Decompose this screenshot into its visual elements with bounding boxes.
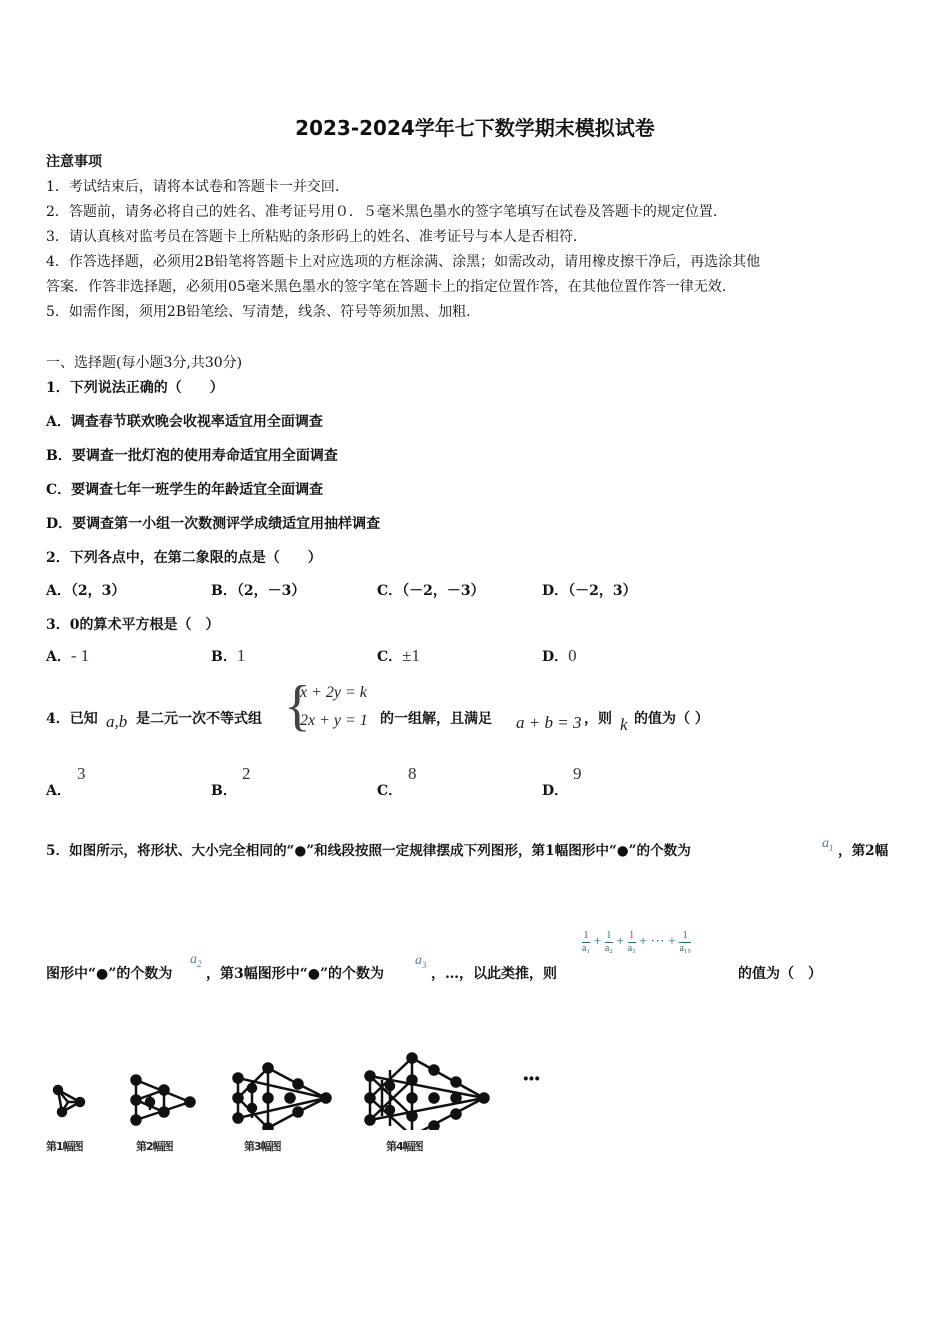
q5-line2d: 的值为（ ） [738, 966, 822, 982]
option-value: - 1 [70, 646, 90, 665]
q5-a2: $a_2$ [190, 952, 202, 969]
q4-option-d-label: D． [542, 783, 569, 799]
option-value: 0 [568, 646, 577, 665]
q1-stem: 1．下列说法正确的（ ） [46, 380, 224, 396]
figure-caption-2: 第2幅图 [136, 1140, 173, 1153]
q5-line2a: 图形中“●”的个数为 [46, 966, 173, 982]
q4-mid3: ，则 [584, 711, 612, 727]
q3-option-a [46, 646, 89, 666]
figure-caption-1: 第1幅图 [46, 1140, 83, 1153]
notes-item: 1．考试结束后，请将本试卷和答题卡一并交回. [46, 179, 340, 195]
q4-condition: a + b = 3 [516, 713, 582, 732]
q3-option-b [211, 646, 245, 666]
q1-option-c: C．要调查七年一班学生的年龄适宜全面调查 [46, 482, 324, 498]
notes-section [46, 150, 760, 325]
q4-option-b-label: B． [211, 783, 237, 799]
pattern-figure-1 [54, 1086, 84, 1116]
q1-option-a: A．调查春节联欢晚会收视率适宜用全面调查 [46, 414, 323, 430]
notes-heading: 注意事项 [46, 154, 102, 170]
q4-eq1: x + 2y = k [300, 684, 367, 701]
q3-option-c [377, 646, 420, 666]
notes-item: 5．如需作图，须用2B铅笔绘、写清楚，线条、符号等须加黑、加粗. [46, 304, 471, 320]
q4-option-d-value: 9 [573, 764, 582, 783]
q4-prefix: 4．已知 [46, 711, 98, 727]
q5-line2c: ，…，以此类推，则 [431, 966, 557, 982]
fraction: $\frac{1}{\text{a₁₉}}$ [679, 930, 691, 954]
q3-stem: 3．0的算术平方根是（ ） [46, 617, 220, 633]
q4-option-c-value: 8 [408, 764, 417, 783]
q1-option-b: B．要调查一批灯泡的使用寿命适宜用全面调查 [46, 448, 338, 464]
figure-caption-3: 第3幅图 [244, 1140, 281, 1153]
section-heading: 一、选择题(每小题3分,共30分) [46, 355, 243, 371]
q4-suffix: 的值为（ ） [634, 711, 709, 727]
option-label: D． [542, 649, 569, 665]
notes-item: 2．答题前，请务必将自己的姓名、准考证号用０．５毫米黑色墨水的签字笔填写在试卷及答题卡的规定位置. [46, 204, 718, 220]
figure-ellipsis: ··· [522, 1066, 539, 1092]
q5-line1: 5．如图所示，将形状、大小完全相同的“●”和线段按照一定规律摆成下列图形，第1幅图形中“●”的个数为 [46, 843, 691, 859]
q4-vars: a,b [106, 712, 128, 731]
q3-option-d [542, 646, 577, 666]
q2-stem: 2．下列各点中，在第二象限的点是（ ） [46, 550, 322, 566]
q5-a1: $a_1$ [822, 836, 834, 853]
q2-option-b: B．（2，－3） [211, 583, 306, 599]
fraction: $\frac{1}{\text{a₁}}$ [582, 930, 590, 954]
option-label: A． [46, 649, 71, 665]
dot-pattern-figure [40, 1050, 570, 1130]
pattern-figure-4 [366, 1054, 489, 1131]
q5-line1b: ，第2幅 [838, 843, 889, 859]
q4-eq2: 2x + y = 1 [300, 712, 368, 729]
option-value: ±1 [402, 646, 420, 665]
pattern-figure-3 [234, 1064, 331, 1131]
option-value: 1 [236, 646, 246, 665]
q2-option-a: A．（2，3） [46, 583, 126, 599]
q2-option-d: D．（－2，3） [542, 583, 637, 599]
q2-option-c: C．（－2，－3） [377, 583, 485, 599]
q4-option-c-label: C． [377, 783, 403, 799]
figure-caption-4: 第4幅图 [386, 1140, 423, 1153]
q4-mid: 是二元一次不等式组 [136, 711, 262, 727]
q4-option-b-value: 2 [242, 764, 251, 783]
pattern-figure-2 [132, 1076, 195, 1125]
option-label: C． [377, 649, 403, 665]
q5-a3: $a_3$ [415, 953, 427, 970]
fraction: $\frac{1}{\text{a₃}}$ [627, 930, 636, 954]
notes-item: 4．作答选择题，必须用2B铅笔将答题卡上对应选项的方框涂满、涂黑；如需改动，请用橡皮擦干净后，再选涂其他 [46, 254, 761, 270]
q4-option-a-label: A． [46, 783, 71, 799]
q4-k: k [620, 715, 628, 734]
q5-line2b: ，第3幅图形中“●”的个数为 [206, 966, 385, 982]
q4-option-a-value: 3 [77, 764, 86, 783]
q1-option-d: D．要调查第一小组一次数测评学成绩适宜用抽样调查 [46, 516, 381, 532]
sum-expression: $\frac{1}{\text{a₁}}$ + $\frac{1}{\text{a₂}}$ + $\frac{1}{\text{a₃}}$ + ··· + $\frac{1}{\text{a₁₉}}$ [582, 930, 691, 954]
page-title: 2023-2024学年七下数学期末模拟试卷 [295, 116, 655, 140]
notes-item: 答案．作答非选择题，必须用05毫米黑色墨水的签字笔在答题卡上的指定位置作答，在其他位置作答一律无效. [46, 279, 727, 295]
notes-item: 3．请认真核对监考员在答题卡上所粘贴的条形码上的姓名、准考证号与本人是否相符. [46, 229, 578, 245]
q4-mid2: 的一组解，且满足 [380, 711, 492, 727]
system-brace: { [284, 675, 311, 737]
option-label: B． [211, 649, 237, 665]
fraction: $\frac{1}{\text{a₂}}$ [604, 930, 613, 954]
